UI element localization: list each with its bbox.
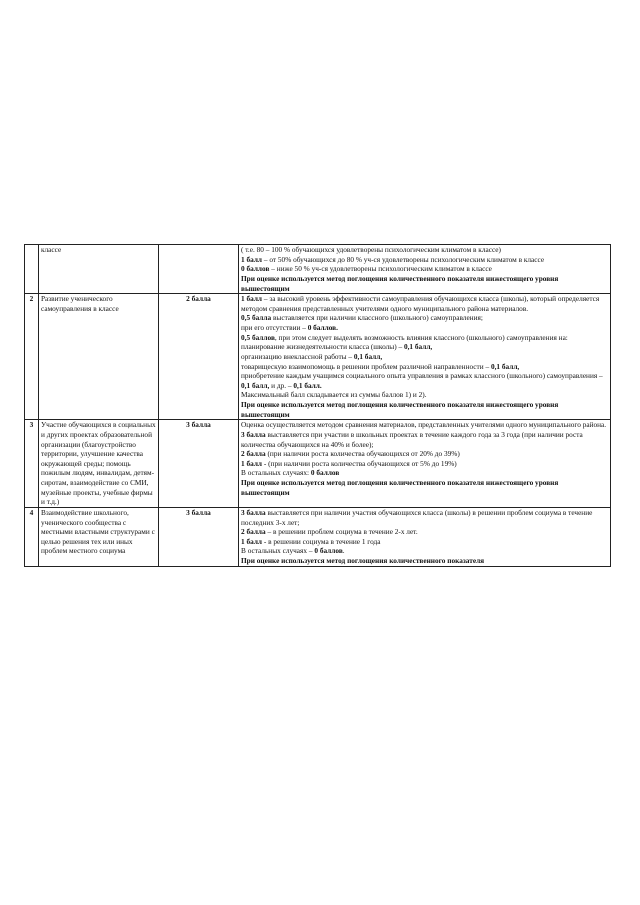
bold-text-fragment: 1 балл [241, 294, 263, 304]
bold-text-fragment: 0 баллов [310, 468, 340, 478]
bold-text-fragment: 1 балл [241, 458, 263, 468]
text-fragment: планирование жизнедеятельности класса (школы) – [241, 342, 404, 352]
description-line [241, 420, 608, 430]
text-fragment: при его отсутствии – [241, 323, 308, 332]
bold-text-fragment: При оценке используется метод поглощения количественного показателя [241, 556, 485, 565]
table-row [25, 294, 611, 420]
bold-text-fragment: 0 баллов [241, 264, 270, 274]
bold-text-fragment: 0,5 балла [241, 313, 272, 323]
description-line [241, 342, 608, 352]
bold-text-fragment: 3 балла [241, 429, 266, 439]
criterion-description-cell [239, 507, 611, 566]
table-row [25, 245, 611, 294]
criterion-max-score-cell: 3 балла [159, 420, 239, 508]
text-fragment: - (при наличии роста количества обучающихся от 5% до 19%) [262, 458, 457, 468]
bold-text-fragment: 3 балла [241, 507, 266, 517]
criterion-number-cell: 3 [25, 420, 39, 508]
bold-text-fragment: 1 балл [241, 254, 263, 264]
bold-text-fragment: 2 балла [241, 449, 266, 459]
criterion-max-score-cell: 3 балла [159, 507, 239, 566]
description-line [241, 459, 608, 469]
criterion-max-score-cell [159, 245, 239, 294]
criterion-description-cell [239, 245, 611, 294]
text-fragment: Максимальный балл складывается из суммы баллов 1) и 2). [241, 390, 427, 400]
description-line [241, 362, 608, 372]
bold-text-fragment: 2 балла [241, 527, 266, 537]
description-line [241, 371, 608, 390]
text-fragment: организацию внеклассной работы – [241, 351, 354, 361]
description-line [241, 245, 608, 255]
text-fragment: – за высокий уровень эффективности самоуправления обучающихся класса (школы), который определяется методом сравнения представленных учителями одного муниципального района материалов. [241, 294, 600, 313]
text-fragment: (при наличии роста количества обучающихся от 20% до 39%) [265, 449, 460, 459]
description-line [241, 556, 608, 566]
bold-text-fragment: 0 баллов [314, 546, 343, 556]
text-fragment: . [342, 546, 345, 556]
description-line [241, 274, 608, 293]
text-fragment: товарищескую взаимопомощь в решении проблем различной направленности – [241, 361, 491, 371]
bold-text-fragment: 0,1 балл, [241, 380, 270, 390]
description-line [241, 264, 608, 274]
text-fragment: выставляется при наличии классного (школьного) самоуправления; [271, 313, 483, 323]
description-line [241, 333, 608, 343]
bold-text-fragment: 0,1 балл, [490, 361, 520, 371]
criterion-description-cell [239, 294, 611, 420]
table-row [25, 420, 611, 508]
bold-text-fragment: 0,1 балл. [293, 380, 322, 390]
text-fragment: , при этом следует выделять возможность влияния классного (школьного) самоуправления на: [274, 332, 568, 342]
criteria-table-body [25, 245, 611, 567]
criterion-name-cell: классе [39, 245, 159, 294]
text-fragment: – от 50% обучающихся до 80 % уч-ся удовлетворены психологическим климатом в классе [262, 254, 545, 264]
criterion-name-cell: Взаимодействие школьного, ученического сообщества с местными властными структурами с целью решения тех или иных проблем местного социума [39, 507, 159, 566]
description-line [241, 546, 608, 556]
text-fragment: – в решении проблем социума в течение 2-х лет. [265, 527, 418, 537]
criterion-max-score-cell: 2 балла [159, 294, 239, 420]
text-fragment: ( т.е. 80 – 100 % обучающихся удовлетворены психологическим климатом в классе) [241, 245, 501, 254]
bold-text-fragment: 0 баллов. [307, 323, 338, 332]
bold-text-fragment: 0,5 баллов [241, 332, 275, 342]
description-line [241, 255, 608, 265]
text-fragment: Оценка осуществляется методом сравнения материалов, представленных учителями одного муниципального района. [241, 420, 607, 430]
table-row [25, 507, 611, 566]
bold-text-fragment: При оценке используется метод поглощения количественного показателя нижестоящего уровня вышестоящим [241, 400, 559, 419]
text-fragment: – ниже 50 % уч-ся удовлетворены психологическим климатом в классе [269, 264, 492, 274]
description-line [241, 390, 608, 400]
description-line [241, 352, 608, 362]
description-line [241, 527, 608, 537]
bold-text-fragment: 0,1 балл, [403, 342, 433, 352]
description-line [241, 478, 608, 497]
bold-text-fragment: 1 балл [241, 536, 263, 546]
description-line [241, 313, 608, 323]
description-line [241, 449, 608, 459]
criterion-name-cell: Участие обучающихся в социальных и других проектах образовательной организации (благоустройство территории, улучшение качества окружающей среды; помощь пожилым людям, инвалидам, детям-сиротам, взаимодействие со СМИ, музейные проекты, учебные фирмы и т.д.) [39, 420, 159, 508]
description-line [241, 294, 608, 313]
text-fragment: В остальных случаях – [241, 546, 315, 556]
text-fragment: приобретение каждым учащимся социального опыта управления в рамках классного (школьного) самоуправления – [241, 371, 603, 381]
text-fragment: выставляется при участии в школьных проектах в течение каждого года за 3 года (при наличии роста количества обучающихся на 40% и более); [241, 429, 583, 449]
description-line [241, 508, 608, 527]
text-fragment: В остальных случаях: [241, 468, 311, 478]
criterion-number-cell: 4 [25, 507, 39, 566]
criterion-number-cell [25, 245, 39, 294]
criterion-number-cell: 2 [25, 294, 39, 420]
text-fragment: выставляется при наличии участия обучающихся класса (школы) в решении проблем социума в течение последних 3-х лет; [241, 507, 593, 527]
text-fragment: - в решении социума в течение 1 года [262, 536, 381, 546]
bold-text-fragment: При оценке используется метод поглощения количественного показателя нижестоящего уровня вышестоящим [241, 273, 559, 293]
description-line [241, 468, 608, 478]
criterion-description-cell [239, 420, 611, 508]
description-line [241, 400, 608, 419]
criterion-name-cell: Развитие ученического самоуправления в классе [39, 294, 159, 420]
criteria-table [24, 244, 611, 567]
bold-text-fragment: При оценке используется метод поглощения количественного показателя нижестоящего уровня вышестоящим [241, 478, 559, 497]
description-line [241, 430, 608, 449]
bold-text-fragment: 0,1 балл, [353, 351, 383, 361]
text-fragment: и др. – [269, 380, 294, 390]
description-line [241, 323, 608, 333]
description-line [241, 537, 608, 547]
